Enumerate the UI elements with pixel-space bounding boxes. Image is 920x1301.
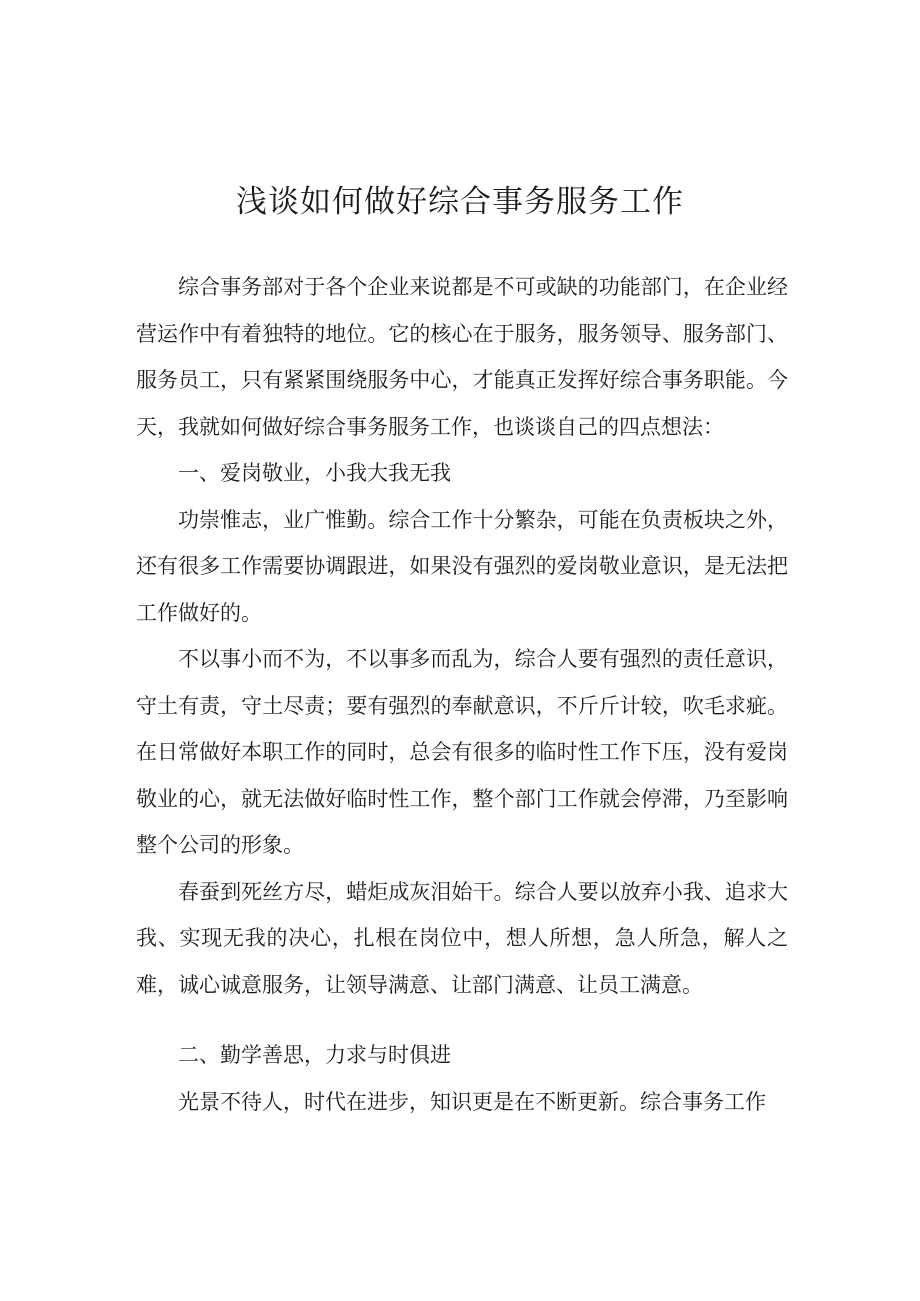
section-heading-1: 一、爱岗敬业，小我大我无我 — [178, 461, 451, 485]
paragraph: 功崇惟志，业广惟勤。综合工作十分繁杂，可能在负责板块之外，还有很多工作需要协调跟进，如果没有强烈的爱岗敬业意识，是无法把工作做好的。 — [136, 507, 788, 625]
paragraph: 不以事小而不为，不以事多而乱为，综合人要有强烈的责任意识，守土有责，守土尽责；要有强烈的奉献意识，不斤斤计较，吹毛求疵。在日常做好本职工作的同时，总会有很多的临时性工作下压，没有爱岗敬业的心，就无法做好临时性工作，整个部门工作就会停滞，乃至影响整个公司的形象。 — [136, 647, 788, 857]
paragraph: 春蚕到死丝方尽，蜡炬成灰泪始干。综合人要以放弃小我、追求大我、实现无我的决心，扎根在岗位中，想人所想，急人所急，解人之难，诚心诚意服务，让领导满意、让部门满意、让员工满意。 — [136, 879, 788, 997]
document-title: 浅谈如何做好综合事务服务工作 — [236, 184, 684, 220]
paragraph-intro: 综合事务部对于各个企业来说都是不可或缺的功能部门，在企业经营运作中有着独特的地位。它的核心在于服务，服务领导、服务部门、服务员工，只有紧紧围绕服务中心，才能真正发挥好综合事务职能。今天，我就如何做好综合事务服务工作，也谈谈自己的四点想法： — [136, 275, 788, 439]
document-body — [136, 264, 788, 1125]
section-heading-2: 二、勤学善思，力求与时俱进 — [178, 1043, 451, 1067]
paragraph: 光景不待人，时代在进步，知识更是在不断更新。综合事务工作 — [178, 1089, 766, 1114]
